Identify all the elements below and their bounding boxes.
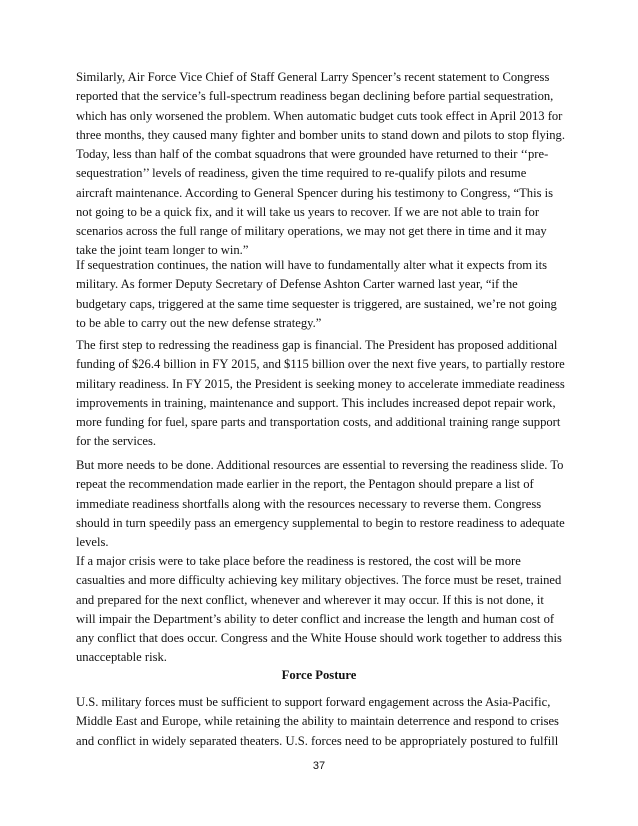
text-line: Today, less than half of the combat squadrons that were grounded have returned to their ‘‘pre- — [76, 147, 549, 161]
text-line: scenarios across the full range of military operations, we may not get there in time and it may — [76, 224, 547, 238]
text-line: aircraft maintenance. According to General Spencer during his testimony to Congress, “This is — [76, 185, 554, 200]
text-line: Middle East and Europe, while retaining the ability to maintain deterrence and respond to crises — [76, 714, 559, 729]
paragraph-force-posture — [76, 693, 562, 751]
text-line: reported that the service’s full-spectrum readiness began declining before partial sequestration, — [76, 89, 554, 104]
paragraph-spencer-readiness — [76, 68, 565, 261]
text-line: which has only worsened the problem. When automatic budget cuts took effect in April 2013 for — [76, 108, 563, 123]
text-line: and conflict in widely separated theaters. U.S. forces need to be appropriately postured to fulfill — [76, 733, 559, 748]
text-line: will impair the Department’s ability to deter conflict and increase the length and human cost of — [76, 611, 555, 626]
text-line: should in turn speedily pass an emergency supplemental to begin to restore readiness to adequate — [76, 515, 565, 530]
paragraph-financial-step — [76, 336, 565, 452]
paragraph-sequestration — [76, 256, 562, 333]
text-line: casualties and more difficulty achieving key military objectives. The force must be reset, trained — [76, 573, 562, 588]
text-line: repeat the recommendation made earlier in the report, the Pentagon should prepare a list of — [76, 477, 534, 492]
text-line: improvements in training, maintenance and support. This includes increased depot repair work, — [76, 395, 556, 410]
text-line: If sequestration continues, the nation will have to fundamentally alter what it expects from its — [76, 258, 548, 272]
text-line: three months, they caused many fighter and bomber units to stand down and pilots to stop flying. — [76, 127, 565, 142]
page-number: 37 — [312, 760, 326, 772]
text-line: If a major crisis were to take place before the readiness is restored, the cost will be more — [76, 554, 521, 568]
text-line: military readiness. In FY 2015, the President is seeking money to accelerate immediate readiness — [76, 376, 565, 391]
section-heading: Force Posture — [281, 668, 357, 682]
text-line: and prepared for the next conflict, whenever and wherever it may occur. If this is not done, it — [76, 592, 544, 607]
text-line: not going to be a quick fix, and it will take us years to recover. If we are not able to train for — [76, 204, 540, 219]
text-line: military. As former Deputy Secretary of Defense Ashton Carter warned last year, “if the — [76, 277, 518, 292]
text-line: levels. — [76, 535, 109, 549]
text-line: to be able to carry out the new defense strategy.” — [76, 315, 322, 330]
text-line: more funding for fuel, spare parts and transportation costs, and additional training range support — [76, 415, 561, 429]
text-line: sequestration’’ levels of readiness, given the time required to re-qualify pilots and resume — [76, 166, 527, 181]
text-line: The first step to redressing the readiness gap is financial. The President has proposed additional — [76, 338, 558, 352]
text-line: take the joint team longer to win.” — [76, 243, 249, 258]
text-line: Similarly, Air Force Vice Chief of Staff General Larry Spencer’s recent statement to Congress — [76, 70, 550, 84]
paragraph-major-crisis — [76, 552, 562, 668]
text-line: U.S. military forces must be sufficient to support forward engagement across the Asia-Pacific, — [76, 695, 551, 709]
text-line: immediate readiness shortfalls along with the resources necessary to reverse them. Congress — [76, 496, 542, 511]
text-line: funding of $26.4 billion in FY 2015, and $115 billion over the next five years, to partially restore — [76, 357, 565, 372]
paragraph-more-needed — [76, 456, 565, 552]
text-line: for the services. — [76, 434, 157, 449]
text-line: any conflict that does occur. Congress and the White House should work together to address this — [76, 631, 562, 645]
text-line: But more needs to be done. Additional resources are essential to reversing the readiness slide. To — [76, 458, 564, 472]
text-line: budgetary caps, triggered at the same time sequester is triggered, are sustained, we’re not going — [76, 296, 557, 311]
text-line: unacceptable risk. — [76, 650, 167, 665]
